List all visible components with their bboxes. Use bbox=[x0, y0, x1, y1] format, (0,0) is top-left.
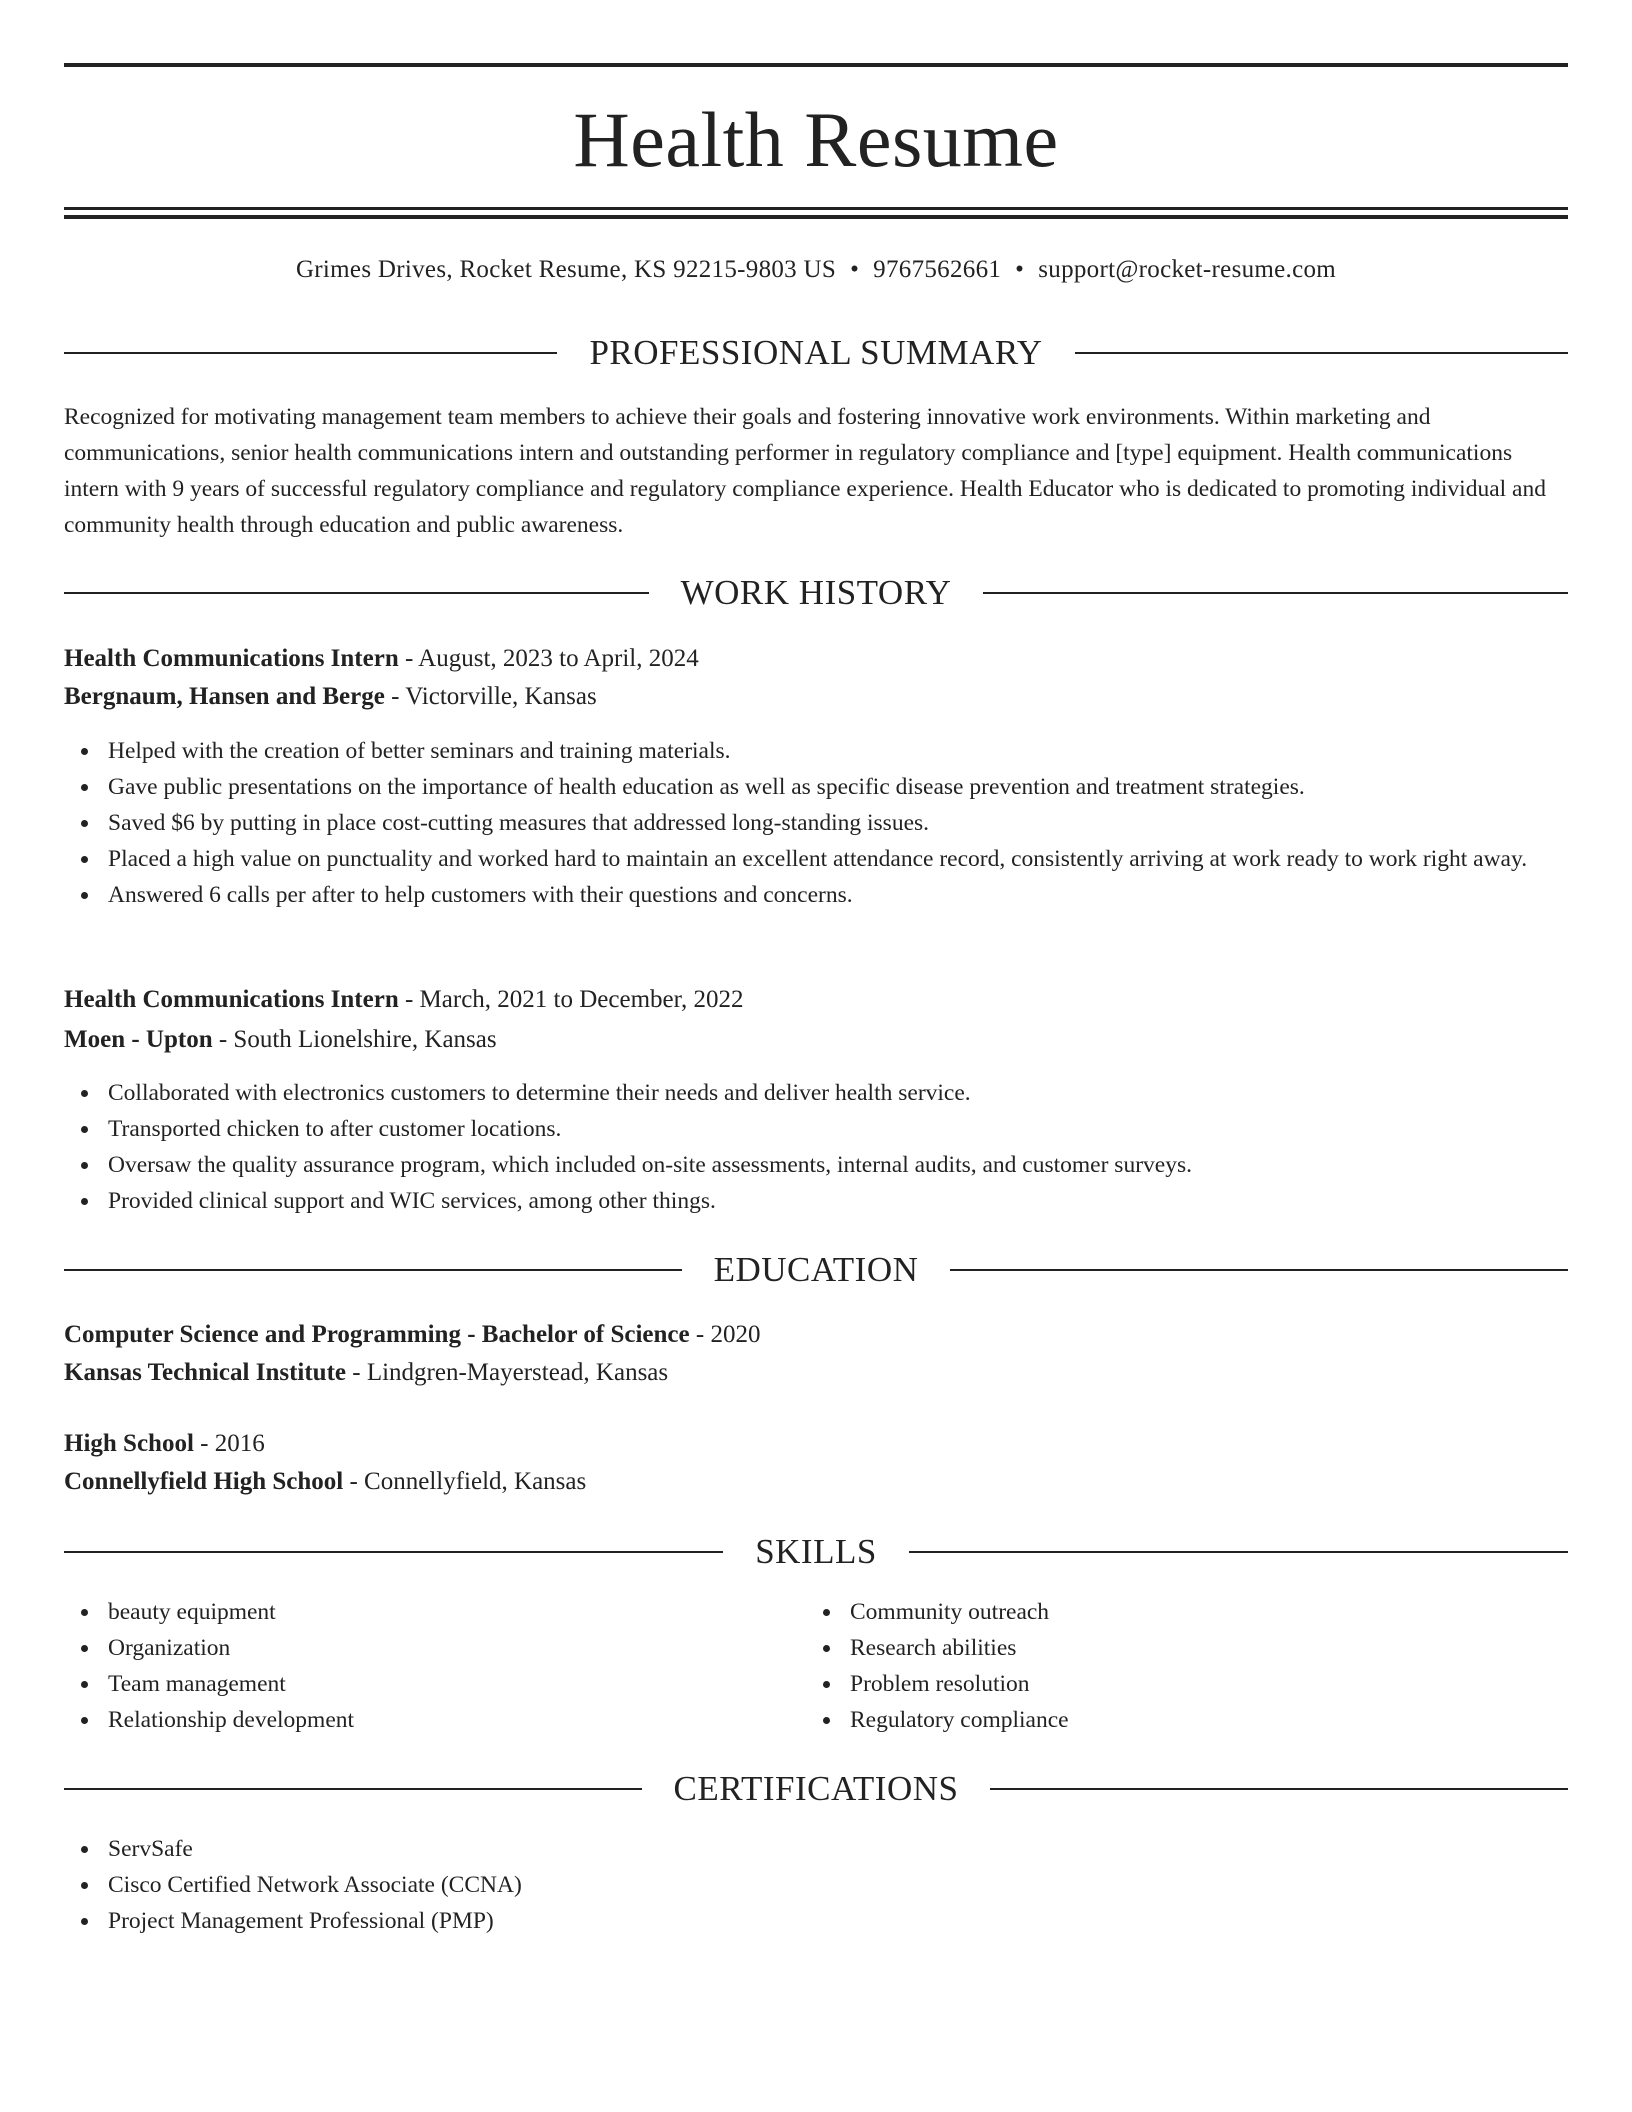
job-dates: - August, 2023 to April, 2024 bbox=[398, 645, 699, 672]
education-location: - Connellyfield, Kansas bbox=[343, 1468, 587, 1495]
education-location: - Lindgren-Mayerstead, Kansas bbox=[346, 1359, 669, 1386]
job-title: Health Communications Intern bbox=[64, 986, 399, 1013]
resume-name: Health Resume bbox=[573, 96, 1059, 183]
job-title: Health Communications Intern bbox=[64, 645, 399, 672]
list-item: ServSafe bbox=[64, 1831, 1568, 1867]
section-heading-summary bbox=[64, 331, 1568, 375]
contact-phone: 9767562661 bbox=[873, 256, 1002, 283]
list-item: Relationship development bbox=[64, 1702, 764, 1738]
section-title: PROFESSIONAL SUMMARY bbox=[589, 333, 1043, 372]
skills-list-left bbox=[64, 1594, 764, 1738]
section-title: CERTIFICATIONS bbox=[673, 1769, 959, 1808]
double-rule-lower bbox=[64, 215, 1568, 219]
section-heading-certifications bbox=[64, 1767, 1568, 1811]
list-item: Research abilities bbox=[806, 1630, 1506, 1666]
list-item: Provided clinical support and WIC services, among other things. bbox=[64, 1183, 1568, 1219]
list-item: Transported chicken to after customer locations. bbox=[64, 1111, 1568, 1147]
list-item: beauty equipment bbox=[64, 1594, 764, 1630]
heading-rule bbox=[64, 352, 557, 354]
list-item: Regulatory compliance bbox=[806, 1702, 1506, 1738]
section-title: WORK HISTORY bbox=[680, 573, 952, 612]
heading-rule bbox=[909, 1551, 1568, 1553]
job-bullets bbox=[64, 733, 1568, 913]
list-item: Saved $6 by putting in place cost-cutting measures that addressed long-standing issues. bbox=[64, 805, 1568, 841]
list-item: Organization bbox=[64, 1630, 764, 1666]
top-rule bbox=[64, 63, 1568, 67]
list-item: Answered 6 calls per after to help customers with their questions and concerns. bbox=[64, 877, 1568, 913]
list-item: Helped with the creation of better seminars and training materials. bbox=[64, 733, 1568, 769]
contact-line bbox=[64, 252, 1568, 288]
section-heading-education bbox=[64, 1248, 1568, 1292]
contact-separator: • bbox=[1015, 256, 1025, 283]
list-item: Cisco Certified Network Associate (CCNA) bbox=[64, 1867, 1568, 1903]
section-heading-work-history bbox=[64, 571, 1568, 615]
section-title: EDUCATION bbox=[713, 1250, 919, 1289]
education-school-line bbox=[64, 1464, 1568, 1500]
job-dates: - March, 2021 to December, 2022 bbox=[398, 986, 744, 1013]
contact-email: support@rocket-resume.com bbox=[1038, 256, 1337, 283]
list-item: Team management bbox=[64, 1666, 764, 1702]
heading-rule bbox=[990, 1788, 1568, 1790]
job-employer: Moen - Upton bbox=[64, 1026, 213, 1053]
heading-rule bbox=[64, 592, 649, 594]
job-title-line bbox=[64, 641, 1568, 677]
contact-separator: • bbox=[850, 256, 860, 283]
job-title-line bbox=[64, 982, 1568, 1018]
heading-rule bbox=[64, 1269, 682, 1271]
education-school-line bbox=[64, 1355, 1568, 1391]
contact-address: Grimes Drives, Rocket Resume, KS 92215-9803 US bbox=[295, 256, 837, 283]
heading-rule bbox=[950, 1269, 1568, 1271]
job-employer: Bergnaum, Hansen and Berge bbox=[64, 683, 385, 710]
list-item: Oversaw the quality assurance program, which included on-site assessments, internal audits, and customer surveys. bbox=[64, 1147, 1568, 1183]
education-degree: Computer Science and Programming - Bachelor of Science bbox=[64, 1321, 690, 1348]
job-location: - South Lionelshire, Kansas bbox=[212, 1026, 497, 1053]
list-item: Gave public presentations on the importance of health education as well as specific disease prevention and treatment strategies. bbox=[64, 769, 1568, 805]
heading-rule bbox=[983, 592, 1568, 594]
job-location: - Victorville, Kansas bbox=[384, 683, 597, 710]
job-employer-line bbox=[64, 679, 1568, 715]
list-item: Community outreach bbox=[806, 1594, 1506, 1630]
summary-text: Recognized for motivating management team members to achieve their goals and fostering innovative work environments. Within marketing and communications, senior health communications intern and outstanding performer in regulatory compliance and [type] equipment. Health communications intern with 9 years of successful regulatory compliance and regulatory compliance experience. Health Educator who is dedicated to promoting individual and community health through education and public awareness. bbox=[64, 404, 1546, 538]
section-title: SKILLS bbox=[755, 1532, 877, 1571]
skills-list-right bbox=[806, 1594, 1506, 1738]
education-school: Kansas Technical Institute bbox=[64, 1359, 347, 1386]
heading-rule bbox=[64, 1788, 642, 1790]
heading-rule bbox=[1075, 352, 1568, 354]
education-year: - 2020 bbox=[689, 1321, 761, 1348]
education-degree-line bbox=[64, 1317, 1568, 1353]
list-item: Collaborated with electronics customers to determine their needs and deliver health service. bbox=[64, 1075, 1568, 1111]
list-item: Problem resolution bbox=[806, 1666, 1506, 1702]
education-degree: High School bbox=[64, 1430, 194, 1457]
list-item: Project Management Professional (PMP) bbox=[64, 1903, 1568, 1939]
section-heading-skills bbox=[64, 1530, 1568, 1574]
job-employer-line bbox=[64, 1022, 1568, 1058]
job-bullets bbox=[64, 1075, 1568, 1219]
heading-rule bbox=[64, 1551, 723, 1553]
education-degree-line bbox=[64, 1426, 1568, 1462]
education-year: - 2016 bbox=[193, 1430, 265, 1457]
double-rule-upper bbox=[64, 207, 1568, 210]
education-school: Connellyfield High School bbox=[64, 1468, 344, 1495]
certifications-list bbox=[64, 1831, 1568, 1939]
list-item: Placed a high value on punctuality and worked hard to maintain an excellent attendance record, consistently arriving at work ready to work right away. bbox=[64, 841, 1568, 877]
